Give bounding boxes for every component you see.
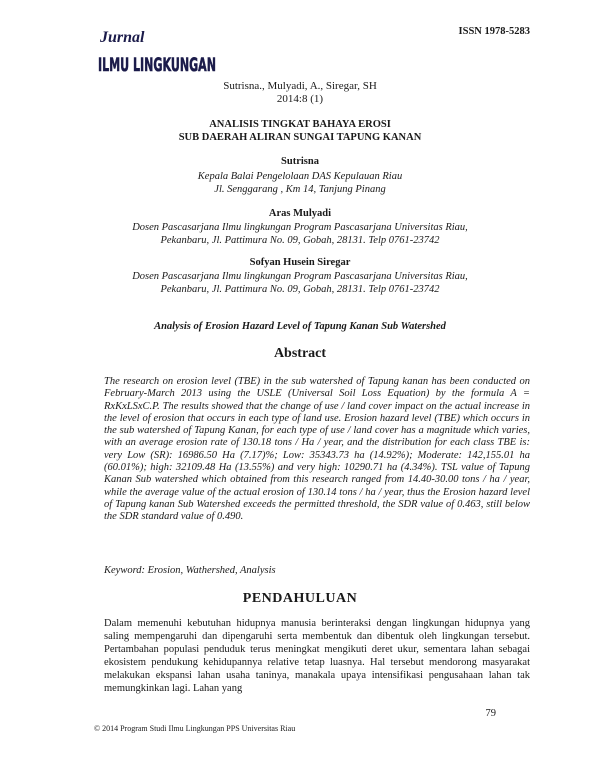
abstract-text: The research on erosion level (TBE) in the sub watershed of Tapung kanan has been conducted on February-March 2013 using the USLE (Universal Soil Loss Equation) by the formula A = RxKxLSxC.P. The results showed that the change of use / land cover impact on the actual increase in the level of erosion that occurs in each type of land use. Erosion hazard level (TBE) which occurs in the sub watershed of Tapung Kanan, for each type of use / land cover has a magnitude which varies, with an average erosion rate of 130.18 tons / Ha / year, and the distribution for each class TBE is: very Low (SR): 16986.50 Ha (7.17)%; Low: 35343.73 ha (14.92%); Moderate: 142,155.01 ha (60.01%); high: 32109.48 Ha (13.55%) and very high: 10290.71 ha (4.34%). TSL value of Tapung Kanan Sub watershed which obtained from this research ranged from 14.40-30.00 tons / ha / year, while the average value of the actual erosion of 130.14 tons / ha / year, thus the Erosion hazard level of Tapung kanan Sub Watershed exceeds the permitted threshold, the SDR value of 0.463, still below the SDR standard value of 0.490.	[104, 376, 530, 523]
citation-volume: 2014:8 (1)	[276, 93, 324, 105]
title-line-1: ANALISIS TINGKAT BAHAYA EROSI	[209, 119, 391, 130]
affiliation-line: Kepala Balai Pengelolaan DAS Kepulauan Riau	[197, 171, 403, 182]
logo-word-ilmu-lingkungan: ILMU LINGKUNGAN	[98, 54, 216, 76]
paper-title	[0, 118, 600, 144]
citation-authors: Sutrisna., Mulyadi, A., Siregar, SH	[223, 80, 377, 92]
citation-block	[0, 80, 600, 106]
logo-word-jurnal: Jurnal	[100, 29, 145, 46]
author-affiliation	[0, 270, 600, 296]
copyright-footer: © 2014 Program Studi Ilmu Lingkungan PPS Universitas Riau	[94, 724, 296, 733]
issn-label: ISSN 1978-5283	[458, 26, 530, 37]
author-affiliation	[0, 170, 600, 196]
affiliation-line: Dosen Pascasarjana Ilmu lingkungan Program Pascasarjana Universitas Riau,	[132, 222, 468, 233]
affiliation-line: Pekanbaru, Jl. Pattimura No. 09, Gobah, 28131. Telp 0761-23742	[160, 235, 440, 246]
author-affiliation	[0, 221, 600, 247]
author-name: Sutrisna	[281, 156, 319, 167]
keywords: Keyword: Erosion, Wathershed, Analysis	[104, 565, 276, 576]
journal-logo	[98, 26, 218, 78]
section-body-text: Dalam memenuhi kebutuhan hidupnya manusia berinteraksi dengan lingkungan hidupnya yang saling mempengaruhi dan dipengaruhi serta membentuk dan dibentuk oleh lingkungan tersebut. Pertambahan populasi penduduk terus meningkat mengikuti deret ukur, sementara lahan sebagai ekosistem pendukung kehidupannya relative tetap luasnya. Hal tersebut mendorong masyarakat melakukan ekspansi lahan usaha taninya, manakala upaya intensifikasi pengusahaan lahan tak memungkinkan lagi. Lahan yang	[104, 618, 530, 694]
affiliation-line: Jl. Senggarang , Km 14, Tanjung Pinang	[214, 184, 386, 195]
title-line-2: SUB DAERAH ALIRAN SUNGAI TAPUNG KANAN	[178, 132, 422, 143]
english-title: Analysis of Erosion Hazard Level of Tapung Kanan Sub Watershed	[154, 321, 446, 332]
affiliation-line: Dosen Pascasarjana Ilmu lingkungan Program Pascasarjana Universitas Riau,	[132, 271, 468, 282]
author-name: Aras Mulyadi	[268, 208, 332, 219]
section-heading: PENDAHULUAN	[242, 591, 358, 606]
page-number: 79	[485, 708, 496, 719]
author-name: Sofyan Husein Siregar	[249, 257, 351, 268]
affiliation-line: Pekanbaru, Jl. Pattimura No. 09, Gobah, 28131. Telp 0761-23742	[160, 284, 440, 295]
abstract-heading: Abstract	[273, 346, 327, 361]
